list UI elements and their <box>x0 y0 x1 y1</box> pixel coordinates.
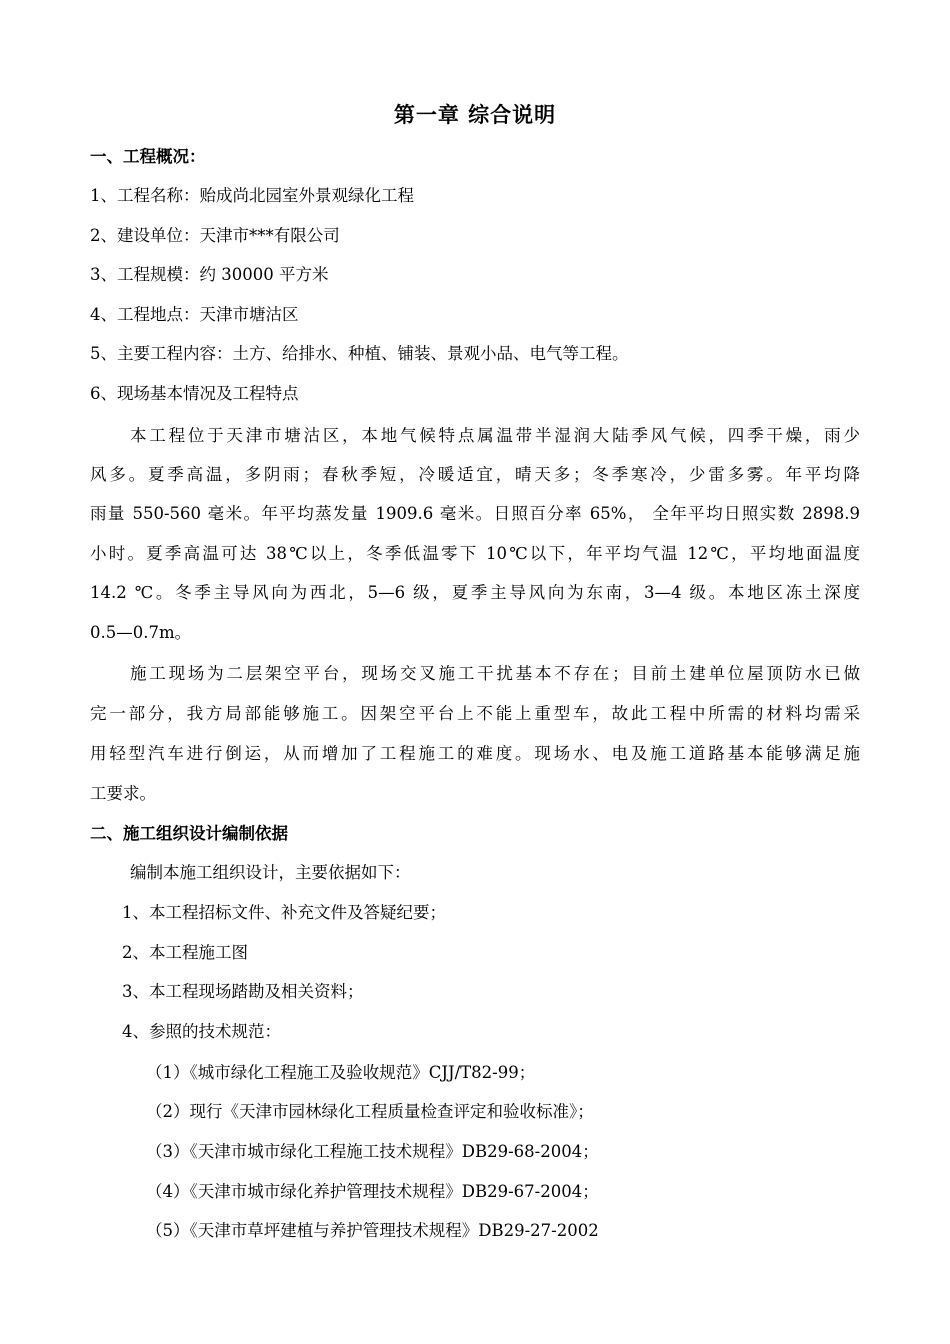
basis-intro: 编制本施工组织设计，主要依据如下： <box>130 863 411 882</box>
climate-paragraph-line: 雨量 550-560 毫米。年平均蒸发量 1909.6 毫米。日照百分率 65%， 全年平均日照实数 2898.9 <box>90 504 860 523</box>
standard-item: （5）《天津市草坪建植与养护管理技术规程》DB29-27-2002 <box>146 1221 599 1240</box>
standard-item: （3）《天津市城市绿化工程施工技术规程》DB29-68-2004； <box>146 1142 599 1161</box>
basis-item: 1、本工程招标文件、补充文件及答疑纪要； <box>122 903 446 922</box>
site-paragraph-line: 施工现场为二层架空平台，现场交叉施工干扰基本不存在；目前土建单位屋顶防水已做 <box>130 664 860 683</box>
overview-item-scale: 3、工程规模：约 30000 平方米 <box>90 265 329 284</box>
standard-item: （2）现行《天津市园林绿化工程质量检查评定和验收标准》； <box>146 1102 594 1121</box>
overview-item-client: 2、建设单位：天津市***有限公司 <box>90 226 340 245</box>
site-paragraph-line: 工要求。 <box>90 784 156 803</box>
climate-paragraph-line: 0.5—0.7m。 <box>90 623 192 642</box>
overview-item-location: 4、工程地点：天津市塘沽区 <box>90 305 299 324</box>
overview-item-content: 5、主要工程内容：土方、给排水、种植、铺装、景观小品、电气等工程。 <box>90 344 629 363</box>
basis-item: 4、参照的技术规范： <box>122 1022 281 1041</box>
standard-item: （4）《天津市城市绿化养护管理技术规程》DB29-67-2004； <box>146 1182 599 1201</box>
section-heading-basis: 二、施工组织设计编制依据 <box>90 824 288 843</box>
basis-item: 3、本工程现场踏勘及相关资料； <box>122 982 364 1001</box>
site-paragraph-line: 完一部分，我方局部能够施工。因架空平台上不能上重型车，故此工程中所需的材料均需采 <box>90 704 860 723</box>
climate-paragraph-line: 小时。夏季高温可达 38℃以上，冬季低温零下 10℃以下，年平均气温 12℃，平均地面温度 <box>90 544 860 563</box>
section-heading-overview: 一、工程概况： <box>90 147 206 166</box>
site-paragraph-line: 用轻型汽车进行倒运，从而增加了工程施工的难度。现场水、电及施工道路基本能够满足施 <box>90 744 860 763</box>
overview-item-site: 6、现场基本情况及工程特点 <box>90 384 299 403</box>
climate-paragraph-line: 风多。夏季高温，多阴雨；春秋季短，冷暖适宜，晴天多；冬季寒冷，少雷多雾。年平均降 <box>90 465 860 484</box>
standard-item: （1）《城市绿化工程施工及验收规范》CJJ/T82-99； <box>146 1063 536 1082</box>
basis-item: 2、本工程施工图 <box>122 943 248 962</box>
climate-paragraph-line: 14.2 ℃。冬季主导风向为西北，5—6 级，夏季主导风向为东南，3—4 级。本地区冻土深度 <box>90 583 860 602</box>
climate-paragraph-line: 本工程位于天津市塘沽区，本地气候特点属温带半湿润大陆季风气候，四季干燥，雨少 <box>130 426 860 445</box>
overview-item-name: 1、工程名称：贻成尚北园室外景观绿化工程 <box>90 186 414 205</box>
chapter-title: 第一章 综合说明 <box>393 102 557 127</box>
